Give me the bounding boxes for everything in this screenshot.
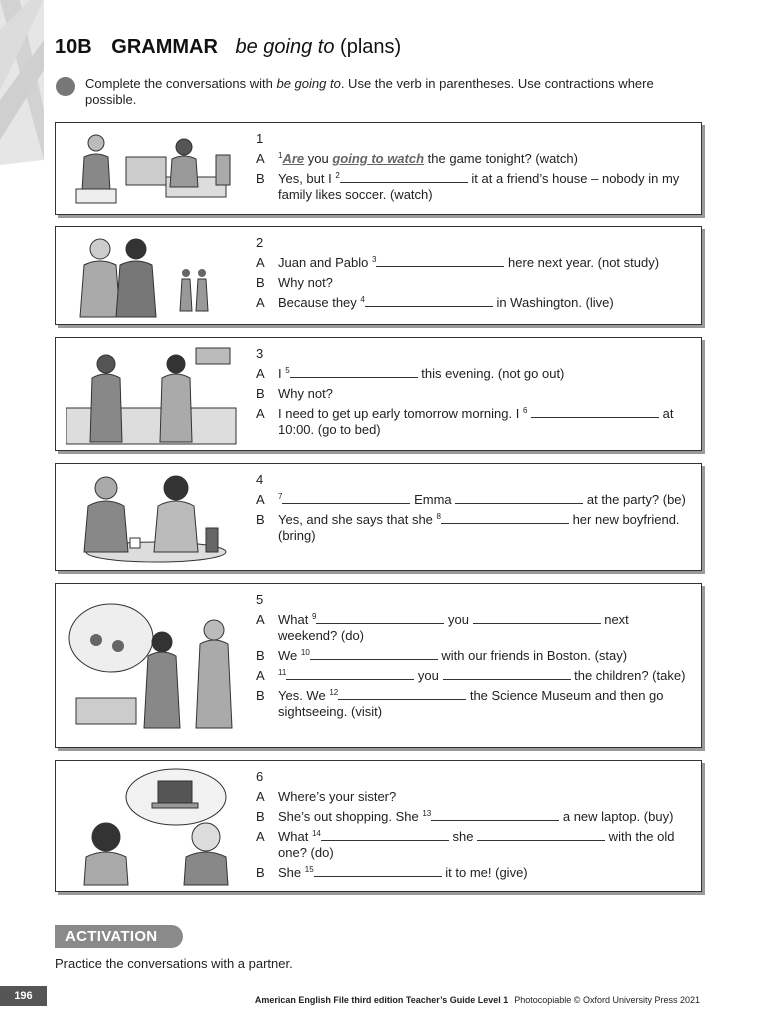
line-text: you — [414, 668, 443, 683]
gap-number: 2 — [335, 171, 340, 180]
answer-blank[interactable] — [365, 295, 493, 307]
answer-blank[interactable] — [441, 512, 569, 524]
line-text: at 10:00. (go to bed) — [278, 406, 674, 437]
line-text: What — [278, 829, 312, 844]
dialogue-line — [256, 406, 686, 438]
section-code: 10B — [55, 36, 92, 58]
answer-blank[interactable] — [321, 829, 449, 841]
line-text: I need to get up early tomorrow morning. I — [278, 406, 523, 421]
dialogue-line — [256, 512, 686, 544]
conversation-number: 3 — [256, 346, 264, 361]
answer-blank[interactable] — [282, 492, 410, 504]
conversation-box-3 — [55, 337, 702, 451]
speaker-label: B — [256, 386, 265, 401]
section-heading: GRAMMAR — [111, 36, 218, 58]
answer-blank[interactable] — [338, 688, 466, 700]
answer-blank[interactable] — [477, 829, 605, 841]
gap-number: 4 — [360, 295, 365, 304]
instructions-part2: . Use the verb in parentheses. Use contractions where possible. — [85, 76, 654, 107]
gap-number: 8 — [436, 512, 441, 521]
speaker-label: B — [256, 809, 265, 824]
line-text: you — [304, 151, 333, 166]
gap-number: 9 — [311, 612, 317, 621]
dialogue-line — [256, 275, 686, 291]
dialogue-line — [256, 151, 686, 167]
gap-number: 7 — [278, 492, 283, 501]
footer-copyright: Photocopiable © Oxford University Press 2021 — [514, 995, 700, 1005]
line-text: here next year. (not study) — [504, 255, 660, 270]
line-text: Emma — [410, 492, 456, 507]
corner-decoration — [0, 0, 60, 165]
line-text: it to me! (give) — [441, 865, 528, 880]
speaker-label: B — [256, 648, 265, 663]
answer-blank[interactable] — [431, 809, 559, 821]
gap-number: 5 — [285, 366, 290, 375]
dialogue-line — [256, 171, 686, 203]
line-text: with the old one? (do) — [278, 829, 675, 860]
speaker-label: A — [256, 668, 265, 683]
line-text: in Washington. (live) — [492, 295, 614, 310]
answer-blank[interactable] — [473, 612, 601, 624]
dialogue-line — [256, 295, 686, 311]
speaker-label: A — [256, 492, 265, 507]
dialogue-line — [256, 648, 686, 664]
answer-blank[interactable] — [443, 668, 571, 680]
answer-blank[interactable] — [376, 255, 504, 267]
answer-blank[interactable] — [531, 406, 659, 418]
gap-number: 13 — [422, 809, 432, 818]
line-text: She’s out shopping. She — [278, 809, 423, 824]
speaker-label: A — [256, 295, 265, 310]
line-text: Yes. We — [278, 688, 330, 703]
dialogue-line — [256, 492, 686, 508]
conversation-box-2 — [55, 226, 702, 325]
dialogue-line — [256, 688, 686, 720]
line-text: you — [444, 612, 473, 627]
dialogue-line — [256, 612, 686, 644]
speaker-label: A — [256, 151, 265, 166]
answer-blank[interactable] — [316, 612, 444, 624]
topic-italic: be going to — [235, 36, 335, 58]
conversation-box-5 — [55, 583, 702, 748]
speaker-label: A — [256, 789, 265, 804]
line-text: She — [278, 865, 305, 880]
dialogue-line — [256, 809, 686, 825]
gap-number: 6 — [522, 406, 528, 415]
example-answer: Are — [282, 151, 305, 166]
cafe-illustration — [66, 468, 246, 566]
speaker-label: A — [256, 406, 265, 421]
line-text: the Science Museum and then go sightseeing. (visit) — [278, 688, 664, 719]
conversation-box-6 — [55, 760, 702, 892]
example-answer: going to watch — [332, 151, 425, 166]
line-text: it at a friend’s house – nobody in my family likes soccer. (watch) — [278, 171, 680, 202]
speaker-label: A — [256, 829, 265, 844]
instructions-italic: be going to — [276, 76, 341, 91]
line-text: at the party? (be) — [583, 492, 686, 507]
line-text: Why not? — [278, 275, 333, 290]
speaker-label: B — [256, 171, 265, 186]
couple-thinking-illustration — [66, 588, 246, 738]
boys-laptop-illustration — [66, 765, 246, 887]
line-text: I — [278, 366, 286, 381]
speaker-label: B — [256, 512, 265, 527]
conversation-number: 5 — [256, 592, 264, 607]
speaker-label: A — [256, 255, 265, 270]
conversation-box-4 — [55, 463, 702, 571]
line-text: Yes, but I — [278, 171, 336, 186]
line-text: a new laptop. (buy) — [559, 809, 674, 824]
footer — [255, 995, 700, 1005]
line-text: her new boyfriend. (bring) — [278, 512, 680, 543]
line-text: she — [448, 829, 478, 844]
gap-number: 1 — [278, 151, 283, 160]
speaker-label: B — [256, 275, 265, 290]
answer-blank[interactable] — [290, 366, 418, 378]
speaker-label: B — [256, 688, 265, 703]
instructions-part1: Complete the conversations with — [85, 76, 277, 91]
page-number: 196 — [0, 986, 47, 1006]
conversation-number: 2 — [256, 235, 264, 250]
speaker-label: A — [256, 612, 265, 627]
topic-rest: (plans) — [340, 36, 402, 58]
dialogue-line — [256, 829, 686, 861]
dialogue-line — [256, 865, 686, 881]
answer-blank[interactable] — [286, 668, 414, 680]
exercise-bullet-icon — [56, 77, 75, 96]
office-workers-illustration — [66, 127, 246, 211]
students-walking-illustration — [66, 231, 246, 321]
line-text: Why not? — [278, 386, 333, 401]
gap-number: 15 — [304, 865, 314, 874]
line-text: What — [278, 612, 312, 627]
activation-label: ACTIVATION — [55, 925, 183, 948]
dialogue-line — [256, 789, 686, 805]
conversation-number: 6 — [256, 769, 264, 784]
line-text: the game tonight? (watch) — [424, 151, 578, 166]
line-text: Because they — [278, 295, 361, 310]
activation-text: Practice the conversations with a partner. — [55, 956, 293, 971]
dialogue-line — [256, 668, 686, 684]
page-title — [55, 36, 401, 59]
gap-number: 10 — [300, 648, 310, 657]
answer-blank[interactable] — [310, 648, 438, 660]
gap-number: 14 — [311, 829, 321, 838]
conversation-number: 1 — [256, 131, 264, 146]
gap-number: 3 — [371, 255, 377, 264]
dialogue-line — [256, 255, 686, 271]
kitchen-illustration — [66, 342, 246, 446]
line-text: Where’s your sister? — [278, 789, 397, 804]
line-text: Juan and Pablo — [278, 255, 372, 270]
dialogue-line — [256, 366, 686, 382]
instructions — [85, 76, 685, 108]
answer-blank[interactable] — [455, 492, 583, 504]
footer-book-title: American English File third edition Teacher’s Guide Level 1 — [254, 995, 509, 1005]
dialogue-line — [256, 386, 686, 402]
answer-blank[interactable] — [340, 171, 468, 183]
conversation-number: 4 — [256, 472, 264, 487]
line-text: We — [278, 648, 301, 663]
answer-blank[interactable] — [314, 865, 442, 877]
speaker-label: A — [256, 366, 265, 381]
gap-number: 12 — [329, 688, 339, 697]
line-text: with our friends in Boston. (stay) — [437, 648, 628, 663]
line-text: this evening. (not go out) — [417, 366, 565, 381]
conversation-box-1 — [55, 122, 702, 215]
gap-number: 11 — [278, 668, 287, 677]
speaker-label: B — [256, 865, 265, 880]
line-text: Yes, and she says that she — [278, 512, 437, 527]
line-text: the children? (take) — [570, 668, 686, 683]
line-text: next weekend? (do) — [278, 612, 629, 643]
